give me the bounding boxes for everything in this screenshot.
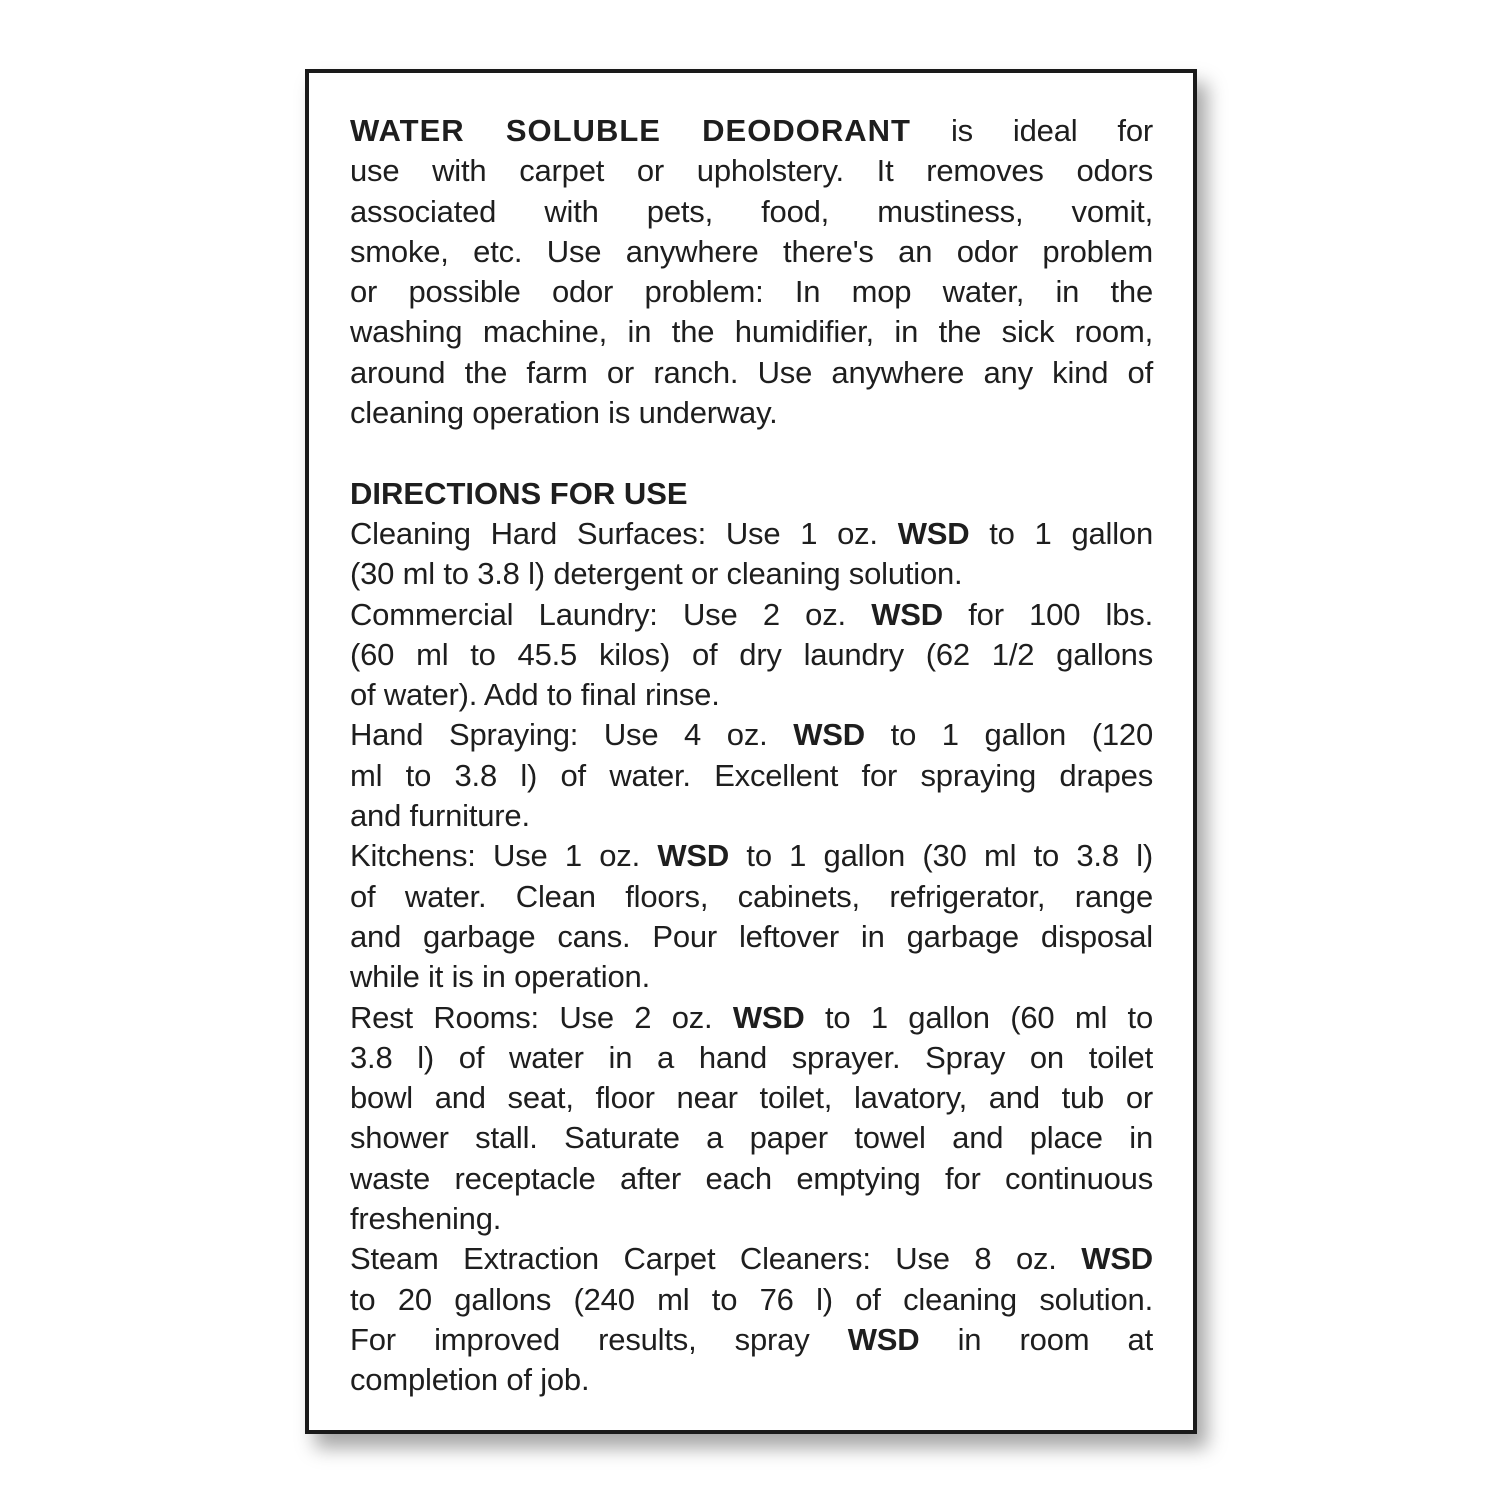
product-abbr: WSD xyxy=(847,1321,920,1357)
direction-text: Rest Rooms: Use 2 oz. xyxy=(350,999,733,1035)
direction-line: bowl and seat, floor near toilet, lavatory, and tub or xyxy=(350,1080,1153,1116)
product-abbr: WSD xyxy=(871,596,943,632)
directions-heading: DIRECTIONS FOR USE xyxy=(350,475,688,511)
direction-text: to 1 gallon (120 xyxy=(864,717,1153,753)
direction-line: of water. Clean floors, cabinets, refrigerator, range xyxy=(350,878,1153,914)
direction-line: to 20 gallons (240 ml to 76 l) of cleaning solution. xyxy=(350,1281,1153,1317)
direction-line: 3.8 l) of water in a hand sprayer. Spray on toilet xyxy=(350,1039,1153,1075)
direction-line: (30 ml to 3.8 l) detergent or cleaning solution. xyxy=(350,556,963,592)
direction-text: to 1 gallon (30 ml to 3.8 l) xyxy=(729,838,1153,874)
intro-line: use with carpet or upholstery. It removes odors xyxy=(350,153,1153,189)
product-name: WATER SOLUBLE DEODORANT xyxy=(350,113,911,148)
direction-text: For improved results, spray xyxy=(350,1321,848,1357)
product-abbr: WSD xyxy=(793,717,865,753)
direction-text: Hand Spraying: Use 4 oz. xyxy=(350,717,794,753)
product-abbr: WSD xyxy=(1081,1241,1153,1277)
direction-text: Kitchens: Use 1 oz. xyxy=(350,838,658,874)
direction-line: (60 ml to 45.5 kilos) of dry laundry (62 1/2 gallons xyxy=(350,636,1153,672)
direction-kitchens xyxy=(350,836,1153,876)
direction-text: to 1 gallon xyxy=(969,515,1153,551)
direction-line: of water). Add to final rinse. xyxy=(350,677,720,713)
intro-line: smoke, etc. Use anywhere there's an odor problem xyxy=(350,233,1153,269)
direction-steam-extraction xyxy=(350,1239,1153,1279)
direction-text: in room at xyxy=(919,1321,1154,1357)
direction-text: Cleaning Hard Surfaces: Use 1 oz. xyxy=(350,515,898,551)
direction-line: and garbage cans. Pour leftover in garbage disposal xyxy=(350,918,1153,954)
product-abbr: WSD xyxy=(732,999,805,1035)
intro-line: around the farm or ranch. Use anywhere any kind of xyxy=(350,354,1153,390)
intro-line: or possible odor problem: In mop water, in the xyxy=(350,274,1153,310)
direction-laundry xyxy=(350,595,1153,635)
label-content xyxy=(350,111,1153,1401)
direction-line: and furniture. xyxy=(350,798,530,834)
direction-line xyxy=(350,1320,1153,1360)
direction-rest-rooms xyxy=(350,998,1153,1038)
product-abbr: WSD xyxy=(897,515,970,551)
intro-line: associated with pets, food, mustiness, vomit, xyxy=(350,193,1153,229)
intro-line: washing machine, in the humidifier, in the sick room, xyxy=(350,314,1153,350)
direction-text: to 1 gallon (60 ml to xyxy=(804,999,1154,1035)
intro-line xyxy=(350,111,1153,151)
direction-line: while it is in operation. xyxy=(350,959,650,995)
direction-line: completion of job. xyxy=(350,1362,590,1398)
direction-line: shower stall. Saturate a paper towel and place in xyxy=(350,1120,1153,1156)
intro-line: cleaning operation is underway. xyxy=(350,395,778,431)
section-spacer xyxy=(350,433,1153,473)
product-label-card xyxy=(305,69,1197,1434)
direction-text: for 100 lbs. xyxy=(942,596,1153,632)
direction-hard-surfaces xyxy=(350,514,1153,554)
intro-text: is ideal for xyxy=(910,113,1153,148)
direction-hand-spraying xyxy=(350,715,1153,755)
direction-text: Steam Extraction Carpet Cleaners: Use 8 oz. xyxy=(350,1241,1082,1277)
direction-line: ml to 3.8 l) of water. Excellent for spraying drapes xyxy=(350,757,1153,793)
product-abbr: WSD xyxy=(657,838,730,874)
direction-line: freshening. xyxy=(350,1201,502,1237)
direction-text: Commercial Laundry: Use 2 oz. xyxy=(350,596,872,632)
direction-line: waste receptacle after each emptying for continuous xyxy=(350,1160,1153,1196)
